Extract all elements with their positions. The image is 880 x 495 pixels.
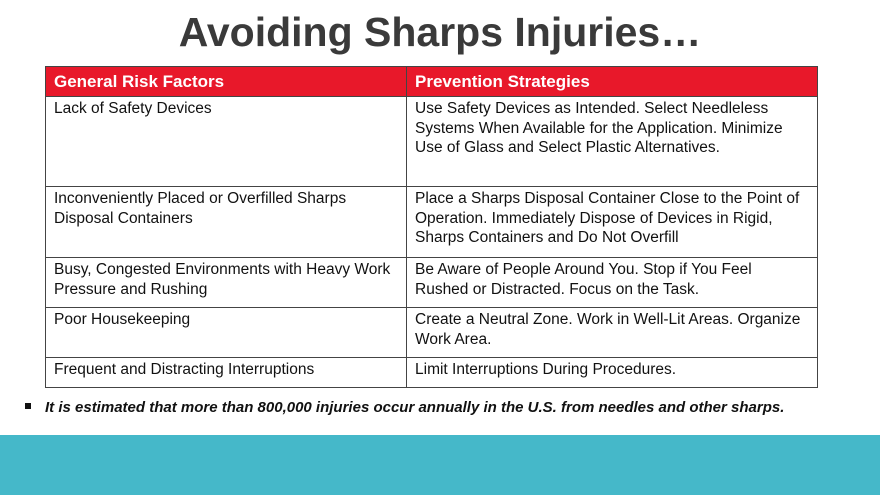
table-row — [46, 358, 818, 388]
risk-factor-cell: Poor Housekeeping — [46, 308, 407, 358]
prevention-strategy-cell: Be Aware of People Around You. Stop if You Feel Rushed or Distracted. Focus on the Task. — [407, 258, 818, 308]
table-row — [46, 308, 818, 358]
slide-title: Avoiding Sharps Injuries… — [178, 9, 702, 55]
header-risk-factors: General Risk Factors — [46, 67, 407, 97]
square-bullet-icon — [25, 403, 31, 409]
table-header-row — [46, 67, 818, 97]
statistic-note — [25, 398, 875, 418]
table-row — [46, 258, 818, 308]
table-row — [46, 97, 818, 187]
header-prevention-strategies: Prevention Strategies — [407, 67, 818, 97]
risk-factor-cell: Busy, Congested Environments with Heavy Work Pressure and Rushing — [46, 258, 407, 308]
footer-band — [0, 435, 880, 495]
prevention-strategy-cell: Create a Neutral Zone. Work in Well-Lit Areas. Organize Work Area. — [407, 308, 818, 358]
table-row — [46, 187, 818, 258]
risk-factor-cell: Inconveniently Placed or Overfilled Sharps Disposal Containers — [46, 187, 407, 258]
statistic-note-text: It is estimated that more than 800,000 injuries occur annually in the U.S. from needles and other sharps. — [45, 399, 785, 416]
prevention-strategy-cell: Place a Sharps Disposal Container Close to the Point of Operation. Immediately Dispose of Devices in Rigid, Sharps Containers and Do Not Overfill — [407, 187, 818, 258]
prevention-strategy-cell: Limit Interruptions During Procedures. — [407, 358, 818, 388]
prevention-strategy-cell: Use Safety Devices as Intended. Select Needleless Systems When Available for the Application. Minimize Use of Glass and Select Plastic Alternatives. — [407, 97, 818, 187]
risk-factor-cell: Frequent and Distracting Interruptions — [46, 358, 407, 388]
risk-factor-cell: Lack of Safety Devices — [46, 97, 407, 187]
risk-prevention-table — [45, 66, 818, 388]
